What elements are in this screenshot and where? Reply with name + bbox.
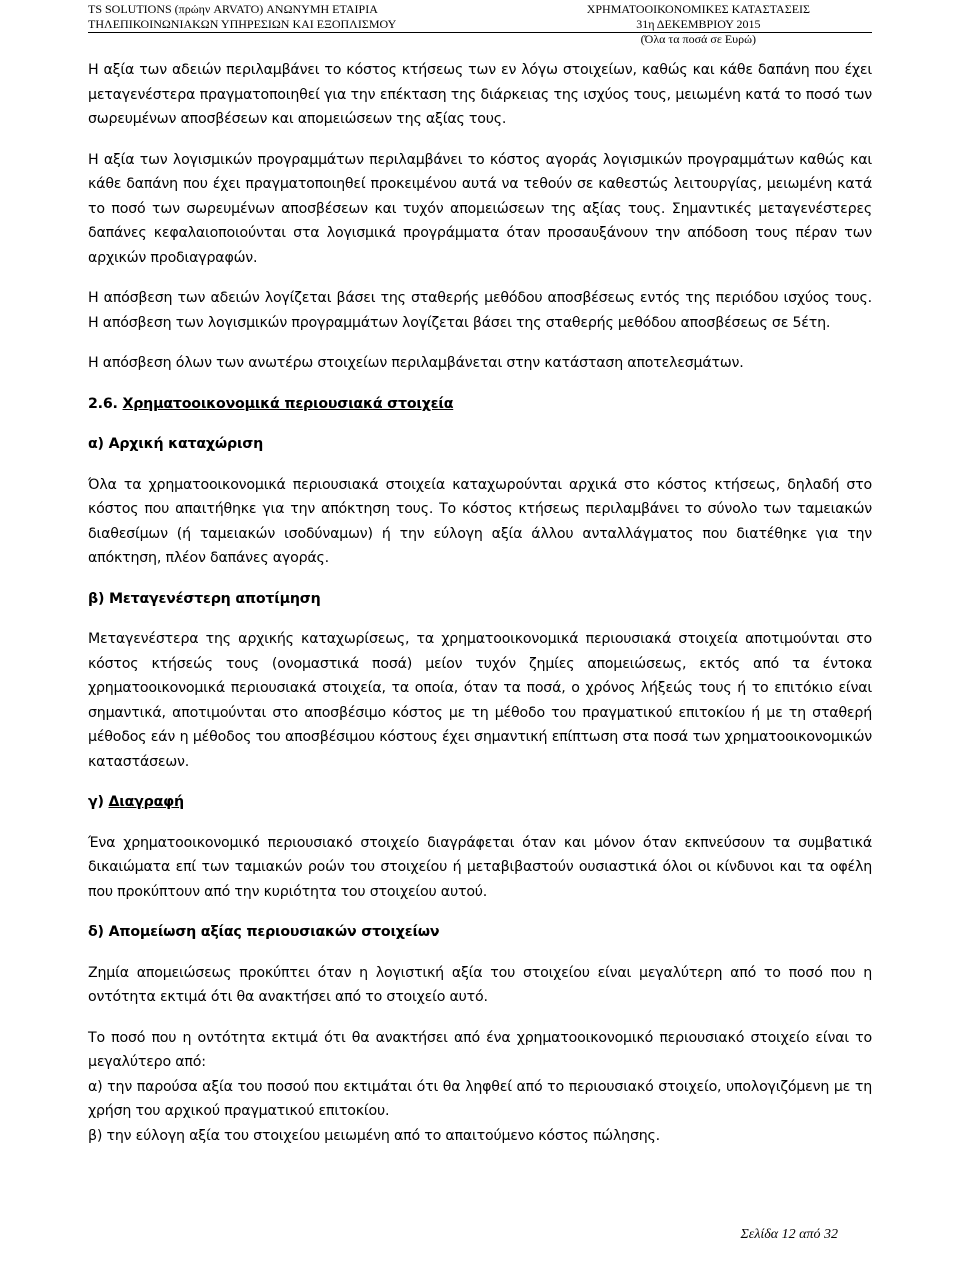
document-date: 31η ΔΕΚΕΜΒΡΙΟΥ 2015 <box>636 17 761 31</box>
subheading-derecognition-prefix: γ) <box>88 794 109 810</box>
subheading-subsequent-measurement: β) Μεταγενέστερη αποτίμηση <box>88 590 321 607</box>
header-document-info <box>587 2 810 47</box>
company-name-line1: TS SOLUTIONS (πρώην ARVATO) ΑΝΩΝΥΜΗ ΕΤΑΙΡΙΑ <box>88 2 378 16</box>
paragraph-amortization-method: Η απόσβεση των αδειών λογίζεται βάσει της σταθερής μεθόδου αποσβέσεως εντός της περιόδου ισχύος τους. Η απόσβεση των λογισμικών προγραμμάτων λογίζεται βάσει της σταθερής μεθόδου αποσβέσεως σε 5έτη. <box>88 290 872 331</box>
page-number: Σελίδα 12 από 32 <box>740 1227 838 1242</box>
paragraph-impairment-loss: Ζημία απομειώσεως προκύπτει όταν η λογιστική αξία του στοιχείου είναι μεγαλύτερη από το ποσό που η οντότητα εκτιμά ότι θα ανακτήσει από το στοιχείο αυτό. <box>88 964 872 1005</box>
paragraph-derecognition: Ένα χρηματοοικονομικό περιουσιακό στοιχείο διαγράφεται όταν και μόνον όταν εκπνεύσουν τα συμβατικά δικαιώματα επί των ταμιακών ροών του στοιχείου ή μεταβιβαστούν ουσιαστικά όλοι οι κίνδυνοι και τα οφέλη που προκύπτουν από την κυριότητα του στοιχείου αυτού. <box>88 834 872 900</box>
subheading-derecognition-title: Διαγραφή <box>108 794 184 810</box>
document-title: ΧΡΗΜΑΤΟΟΙΚΟΝΟΜΙΚΕΣ ΚΑΤΑΣΤΑΣΕΙΣ <box>586 2 810 16</box>
currency-note: (Όλα τα ποσά σε Ευρώ) <box>640 32 757 46</box>
paragraph-software-value: Η αξία των λογισμικών προγραμμάτων περιλαμβάνει το κόστος αγοράς λογισμικών προγραμμάτων καθώς και κάθε δαπάνη που έχει πραγματοποιηθεί προκειμένου αυτά να τεθούν σε καθεστώς λειτουργίας, μειωμένη κατά το ποσό των σωρευμένων αποσβέσεων και τυχόν απομειώσεων της αξίας τους. Σημαντικές μεταγενέστερες δαπάνες κεφαλαιοποιούνται στα λογισμικά προγράμματα όταν προσαυξάνουν την απόδοση τους πέραν των αρχικών προδιαγραφών. <box>88 151 872 266</box>
document-body <box>88 58 872 1148</box>
header-divider <box>88 32 872 33</box>
section-title: Χρηματοοικονομικά περιουσιακά στοιχεία <box>122 395 454 412</box>
paragraph-initial-recognition: Όλα τα χρηματοοικονομικά περιουσιακά στοιχεία καταχωρούνται αρχικά στο κόστος κτήσεως, δηλαδή στο κόστος που απαιτήθηκε για την απόκτηση τους. Το κόστος κτήσεως περιλαμβάνει το σύνολο των ταμειακών διαθεσίμων (ή ταμειακών ισοδύναμων) ή την εύλογη αξία άλλου ανταλλάγματος που διατέθηκε για την απόκτηση, πλέον δαπάνες αγοράς. <box>88 476 872 566</box>
paragraph-recoverable-amount: Το ποσό που η οντότητα εκτιμά ότι θα ανακτήσει από ένα χρηματοοικονομικό περιουσιακό στοιχείο είναι το μεγαλύτερο από: <box>88 1029 872 1070</box>
section-heading <box>88 392 872 417</box>
list-item-present-value: α) την παρούσα αξία του ποσού που εκτιμάται ότι θα ληφθεί από το περιουσιακό στοιχείο, υπολογιζόμενη με τη χρήση του αρχικού πραγματικού επιτοκίου. <box>88 1078 872 1119</box>
section-number: 2.6. <box>88 395 118 412</box>
paragraph-subsequent-measurement: Μεταγενέστερα της αρχικής καταχωρίσεως, τα χρηματοοικονομικά περιουσιακά στοιχεία αποτιμούνται στο κόστος κτήσεώς τους (ονομαστικά ποσά) μείον τυχόν ζημίες απομειώσεως, εκτός από τα έντοκα χρηματοοικονομικά περιουσιακά στοιχεία, τα οποία, όταν τα ποσά, ο χρόνος λήξεώς τους ή το επιτόκιο είναι σημαντικά, αποτιμούνται στο αποσβέσιμο κόστος με τη μέθοδο του πραγματικού επιτοκίου ή με τη σταθερή μέθοδος εάν η μέθοδος του αποσβέσιμου κόστους έχει σημαντική επίπτωση στα ποσά των χρηματοοικονομικών καταστάσεων. <box>88 631 872 770</box>
paragraph-licenses-value: Η αξία των αδειών περιλαμβάνει το κόστος κτήσεως των εν λόγω στοιχείων, καθώς και κάθε δαπάνη που έχει μεταγενέστερα πραγματοποιηθεί για την επέκταση της διάρκειας της ισχύος τους, μειωμένη κατά το ποσό των σωρευμένων αποσβέσεων και απομειώσεων της αξίας τους. <box>88 62 872 127</box>
paragraph-amortization-statement: Η απόσβεση όλων των ανωτέρω στοιχείων περιλαμβάνεται στην κατάσταση αποτελεσμάτων. <box>88 355 744 371</box>
company-name-line2: ΤΗΛΕΠΙΚΟΙΝΩΝΙΑΚΩΝ ΥΠΗΡΕΣΙΩΝ ΚΑΙ ΕΞΟΠΛΙΣΜΟΥ <box>88 17 397 31</box>
subheading-derecognition <box>88 790 872 815</box>
header-company <box>88 2 396 32</box>
subheading-impairment: δ) Απομείωση αξίας περιουσιακών στοιχείων <box>88 924 440 940</box>
list-item-fair-value: β) την εύλογη αξία του στοιχείου μειωμένη από το απαιτούμενο κόστος πώλησης. <box>88 1127 660 1144</box>
subheading-initial-recognition: α) Αρχική καταχώριση <box>88 436 264 452</box>
